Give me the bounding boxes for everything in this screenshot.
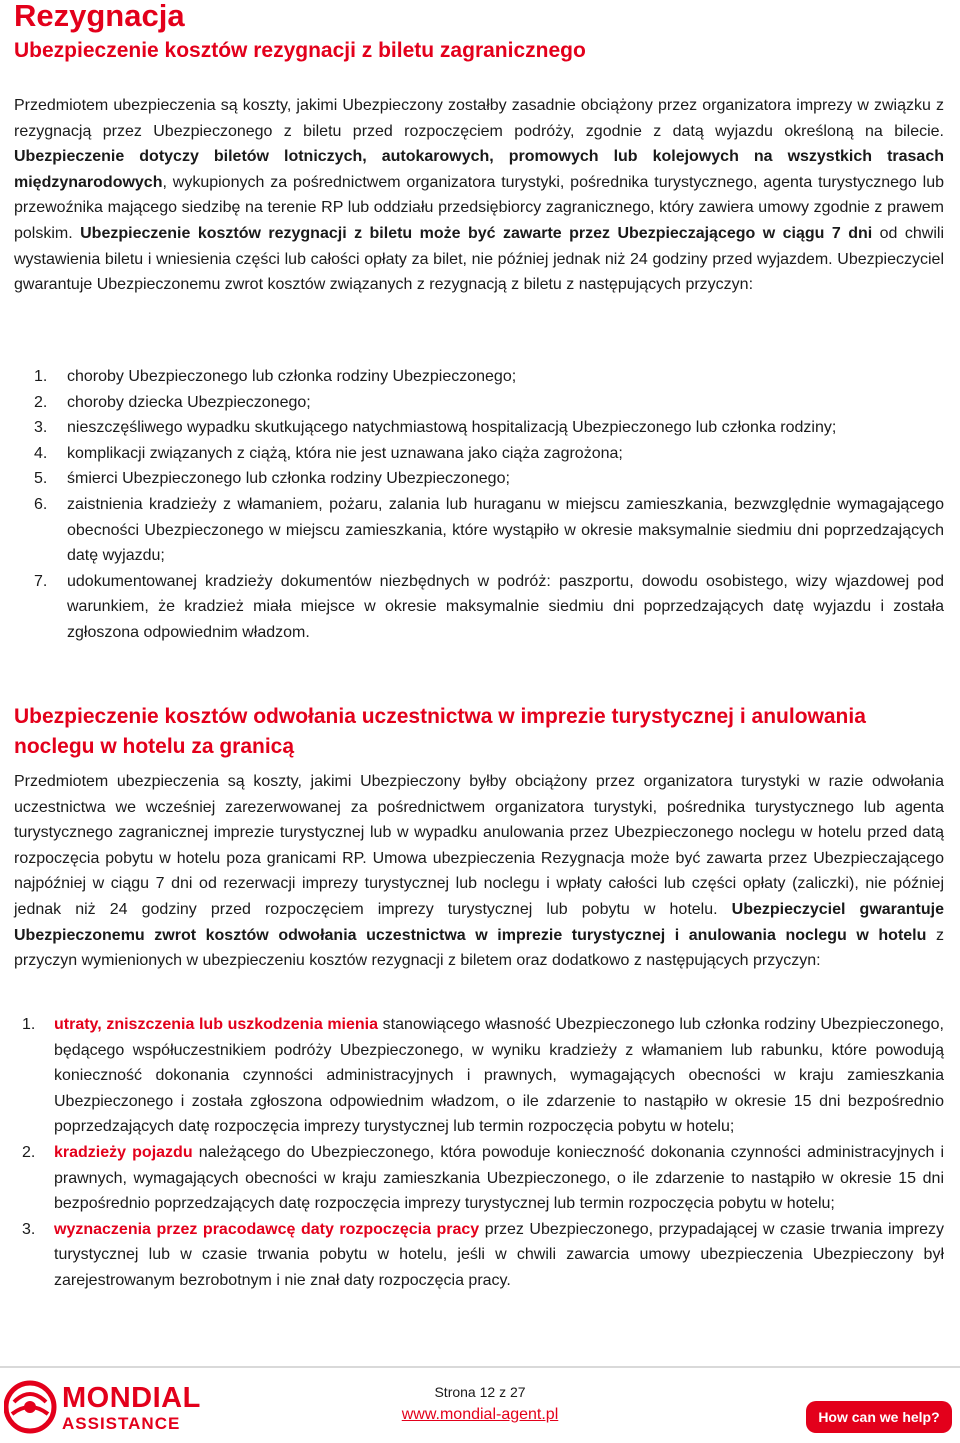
list-item-number: 1.	[34, 368, 48, 385]
website-link[interactable]: www.mondial-agent.pl	[401, 1406, 559, 1423]
section1-list	[34, 364, 944, 646]
list-item-text: choroby dziecka Ubezpieczonego;	[67, 393, 311, 411]
list-item-number: 5.	[34, 470, 48, 488]
section1-heading: Ubezpieczenie kosztów rezygnacji z biletu zagranicznego	[14, 39, 586, 62]
list-item-text: udokumentowanej kradzieży dokumentów niezbędnych w podróż: paszportu, dowodu osobistego, wizy wjazdowej pod warunkiem, że kradzież miała miejsce w okresie maksymalnie siedmiu dni poprzedzających datę wyjazdu i została zgłoszona odpowiednim władzom.	[67, 572, 944, 641]
list-item-number: 2.	[22, 1143, 36, 1161]
list-item-number: 7.	[34, 572, 48, 590]
list-item-lead: wyznaczenia przez pracodawcę daty rozpoczęcia pracy	[54, 1220, 480, 1238]
list-item	[34, 415, 944, 441]
section1-text-b: Ubezpieczenie dotyczy biletów lotniczych, autokarowych, promowych lub kolejowych na wszystkich trasach międzynarodowych	[14, 148, 944, 191]
help-button[interactable]: How can we help?	[806, 1401, 952, 1433]
list-item	[22, 1140, 944, 1217]
section1-text-c: , wykupionych za pośrednictwem organizatora turystyki, pośrednika turystycznego, agenta turystycznego lub przewoźnika mającego siedzibę na terenie RP lub oddziału przedsiębiorcy zagranicznego, który zawiera umowy zgodnie z prawem polskim.	[14, 173, 944, 242]
list-item-number: 1.	[22, 1016, 36, 1033]
list-item	[34, 466, 944, 492]
list-item-number: 3.	[22, 1220, 36, 1238]
section1-text-d: Ubezpieczenie kosztów rezygnacji z biletu może być zawarte przez Ubezpieczającego w ciągu 7 dni	[80, 224, 873, 242]
section2-text-b: Ubezpieczyciel gwarantuje Ubezpieczonemu zwrot kosztów odwołania uczestnictwa w imprezie turystycznej i anulowania noclegu w hotelu	[14, 900, 945, 944]
section1-text-a: Przedmiotem ubezpieczenia są koszty, jakimi Ubezpieczony zostałby zasadnie obciążony przez organizatora imprezy w związku z rezygnacją przez Ubezpieczonego z biletu przed rozpoczęciem podróży, zgodnie z datą wyjazdu określoną na bilecie.	[14, 97, 944, 140]
list-item-number: 6.	[34, 495, 48, 513]
section2-text-c: z przyczyn wymienionych w ubezpieczeniu kosztów rezygnacji z biletem oraz dodatkowo z następujących przyczyn:	[14, 926, 944, 970]
page-title: Rezygnacja	[14, 0, 185, 33]
logo-subtitle: ASSISTANCE	[62, 1414, 181, 1433]
page-number: Strona 12 z 27	[434, 1384, 526, 1400]
list-item-text: stanowiącego własność Ubezpieczonego lub członka rodziny Ubezpieczonego, będącego współuczestnikiem podróży Ubezpieczonego, w wyniku kradzieży z włamaniem lub rabunku, które powodują konieczność dokonania czynności administracyjnych i prawnych, wymagających obecności w kraju zamieszkania Ubezpieczonego i została zgłoszona odpowiednim władzom, o ile zdarzenie to nastąpiło w okresie 15 dni bezpośrednio poprzedzających datę rozpoczęcia imprezy turystycznej lub termin rozpoczęcia pobytu w hotelu;	[54, 1016, 945, 1136]
list-item-text: komplikacji związanych z ciążą, która nie jest uznawana jako ciąża zagrożona;	[67, 444, 623, 462]
list-item-lead: kradzieży pojazdu	[54, 1143, 193, 1161]
list-item	[22, 1012, 944, 1140]
list-item-text: choroby Ubezpieczonego lub członka rodziny Ubezpieczonego;	[67, 368, 517, 385]
section1-paragraph	[14, 93, 944, 298]
list-item	[34, 492, 944, 569]
list-item	[34, 569, 944, 646]
list-item	[34, 390, 944, 416]
list-item-text: należącego do Ubezpieczonego, która powoduje konieczność dokonania czynności administracyjnych i prawnych, wymagających obecności w kraju zamieszkania Ubezpieczonego, o ile zdarzenie to nastąpiło w okresie 15 dni bezpośrednio poprzedzających datę rozpoczęcia imprezy turystycznej lub termin rozpoczęcia pobytu w hotelu;	[54, 1143, 945, 1213]
section1-text-e: od chwili wystawienia biletu i wniesienia części lub całości opłaty za bilet, nie później jednak niż 24 godziny przed wyjazdem. Ubezpieczyciel gwarantuje Ubezpieczonemu zwrot kosztów związanych z rezygnacją z biletu z następujących przyczyn:	[14, 224, 945, 294]
logo-wordmark: MONDIAL	[62, 1382, 201, 1414]
list-item	[22, 1217, 944, 1294]
section2-text-a: Przedmiotem ubezpieczenia są koszty, jakimi Ubezpieczony byłby obciążony przez organizatora turystyki w razie odwołania uczestnictwa we wcześniej zarezerwowanej za pośrednictwem organizatora turystyki, pośrednika turystycznego lub agenta turystycznego zagranicznej imprezie turystycznej lub w wypadku anulowania przez Ubezpieczonego noclegu w hotelu przed datą rozpoczęcia pobytu w hotelu poza granicami RP. Umowa ubezpieczenia Rezygnacja może być zawarta przez Ubezpieczającego najpóźniej w ciągu 7 dni od rezerwacji imprezy turystycznej lub noclegu i wpłaty całości lub części opłaty (zaliczki), nie później jednak niż 24 godziny przed rozpoczęciem imprezy turystycznej lub pobytu w hotelu.	[14, 773, 944, 918]
footer-divider	[0, 1366, 960, 1368]
list-item-text: zaistnienia kradzieży z włamaniem, pożaru, zalania lub huraganu w miejscu zamieszkania, bezwzględnie wymagającego obecności Ubezpieczonego w miejscu zamieszkania, które wystąpiło w okresie maksymalnie siedmiu dni poprzedzających datę wyjazdu;	[67, 495, 944, 565]
list-item-number: 4.	[34, 444, 48, 462]
list-item	[34, 441, 944, 467]
mondial-assistance-logo	[4, 1376, 224, 1438]
list-item-lead: utraty, zniszczenia lub uszkodzenia mienia	[54, 1016, 379, 1033]
section2-paragraph	[14, 769, 944, 974]
list-item	[34, 364, 944, 390]
mondial-globe-icon	[4, 1378, 60, 1436]
section2-list	[22, 1012, 944, 1294]
section2-heading: Ubezpieczenie kosztów odwołania uczestnictwa w imprezie turystycznej i anulowania noclegu w hotelu za granicą	[14, 705, 866, 758]
list-item-number: 2.	[34, 393, 48, 411]
list-item-text: nieszczęśliwego wypadku skutkującego natychmiastową hospitalizacją Ubezpieczonego lub członka rodziny;	[67, 419, 837, 437]
list-item-text: śmierci Ubezpieczonego lub członka rodziny Ubezpieczonego;	[67, 470, 510, 488]
list-item-text: przez Ubezpieczonego, przypadającej w czasie trwania imprezy turystycznej lub w czasie trwania pobytu w hotelu, jeśli w chwili zawarcia umowy ubezpieczenia Ubezpieczony był zarejestrowanym bezrobotnym i nie znał daty rozpoczęcia pracy.	[54, 1220, 945, 1289]
list-item-number: 3.	[34, 419, 48, 437]
